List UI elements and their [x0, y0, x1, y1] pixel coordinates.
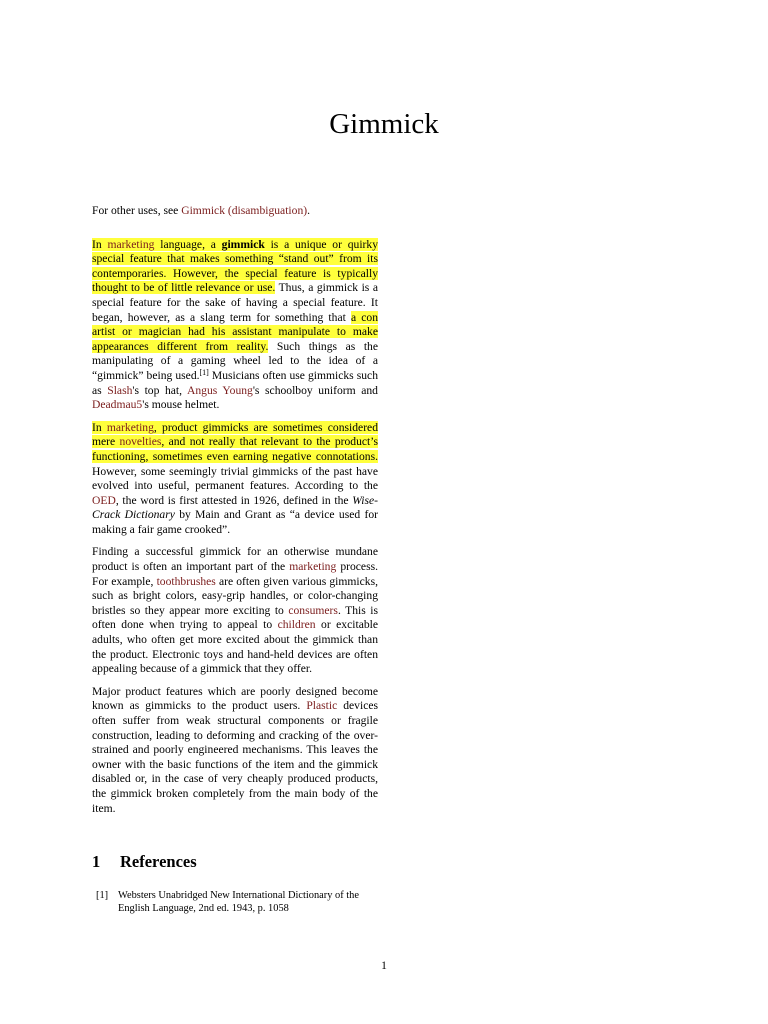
text-run: are often given various gimmicks, such as bright colors, easy-grip handles, or color-changing bristles so they appear more exciting to [92, 574, 379, 617]
term-gimmick: gimmick [221, 237, 265, 251]
section-number: 1 [92, 852, 101, 871]
text-run: Major product features which are poorly designed become known as gimmicks to the product users. [92, 684, 378, 713]
text-run: devices often suffer from weak structural components or fragile construction, leading to deforming and cracking of the over-strained and poorly engineered mechanisms. This leaves the owner with the basic functions of the item and the gimmick disabled or, in the case of very cheaply produced products, the gimmick broken completely from the main body of the item. [92, 699, 379, 815]
paragraph-products [92, 421, 378, 538]
highlight-2: a con artist or magician had his assistant manipulate to make appearances different from reality. [92, 310, 378, 353]
paragraph-intro [92, 238, 378, 413]
text-run: Musicians often use gimmicks such as [92, 368, 378, 397]
text-run: , product gimmicks are sometimes considered mere [92, 420, 379, 449]
reference-number: [1] [96, 890, 109, 901]
link-plastic[interactable]: Plastic [306, 699, 338, 713]
section-heading-references [92, 852, 197, 872]
dictionary-title: Wise-Crack Dictionary [92, 493, 378, 522]
text-run: by Main and Grant as “a device used for making a fair game crooked”. [92, 508, 378, 536]
link-oed[interactable]: OED [92, 493, 116, 507]
text-run: However, some seemingly trivial gimmicks of the past have evolved into useful, permanent features. According to the [92, 464, 378, 493]
text-run: Such things as the manipulating of a gaming wheel led to the idea of a “gimmick” being used. [92, 339, 378, 382]
reference-item [96, 889, 380, 916]
article-body [92, 204, 378, 824]
text-run: language, a [154, 237, 222, 251]
link-novelties[interactable]: novelties [119, 435, 162, 449]
hatnote [92, 204, 378, 219]
text-run: , and not really that relevant to the product’s functioning, sometimes even earning negative connotations. [92, 435, 378, 463]
citation-1[interactable]: [1] [199, 367, 209, 377]
highlight-3 [92, 421, 378, 463]
text-run: 's schoolboy uniform and [252, 383, 378, 397]
text-run: , the word is first attested in 1926, defined in the [115, 493, 353, 507]
text-run: . This is often done when trying to appeal to [92, 603, 378, 632]
text-run: process. For example, [92, 560, 378, 588]
link-slash[interactable]: Slash [107, 383, 133, 397]
link-deadmau5[interactable]: Deadmau5 [92, 398, 143, 412]
page-title: Gimmick [329, 108, 439, 140]
text-run: Finding a successful gimmick for an otherwise mundane product is often an important part of the [92, 545, 378, 574]
text-run: Thus, a gimmick is a special feature for the sake of having a special feature. It began, however, as a slang term for something that [92, 281, 378, 324]
text-run: In [92, 237, 108, 251]
link-children[interactable]: children [277, 618, 316, 632]
paragraph-success [92, 545, 378, 676]
link-angus-young[interactable]: Angus Young [187, 383, 253, 397]
text-run: 's mouse helmet. [142, 398, 220, 412]
disambiguation-link[interactable]: Gimmick (disambiguation) [181, 204, 308, 217]
hatnote-prefix: For other uses, see [92, 204, 182, 217]
link-marketing-3[interactable]: marketing [289, 560, 337, 574]
section-title: References [120, 852, 197, 871]
paragraph-features [92, 685, 378, 816]
text-run: In [92, 420, 107, 434]
link-marketing[interactable]: marketing [107, 237, 155, 251]
page-number: 1 [381, 960, 387, 972]
link-marketing-2[interactable]: marketing [106, 420, 154, 434]
text-run: is a unique or quirky special feature that makes something “stand out” from its contemporaries. However, the special feature is typically thought to be of little relevance or use. [92, 237, 379, 295]
link-toothbrushes[interactable]: toothbrushes [156, 574, 216, 588]
text-run: or excitable adults, who often get more excited about the gimmick than the product. Electronic toys and hand-held devices are often appealing because of a gimmick that they offer. [92, 618, 379, 676]
reference-text: Websters Unabridged New International Dictionary of the English Language, 2nd ed. 1943, p. 1058 [118, 890, 359, 915]
hatnote-suffix: . [307, 204, 311, 217]
text-run: 's top hat, [132, 383, 187, 397]
link-consumers[interactable]: consumers [288, 603, 338, 617]
